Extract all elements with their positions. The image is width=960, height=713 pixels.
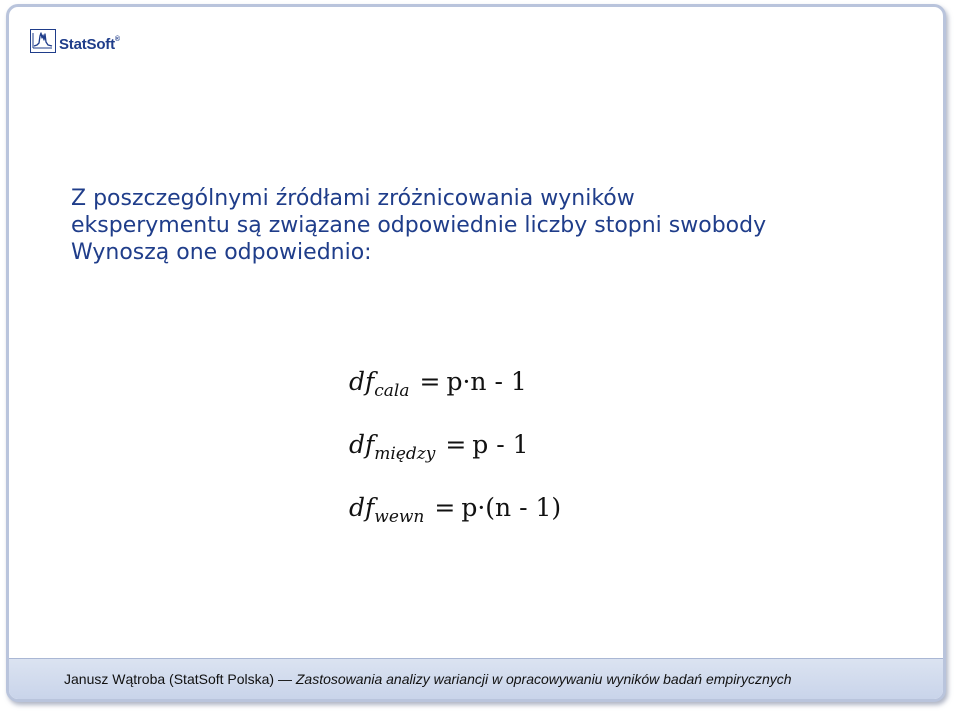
logo-wordmark: StatSoft® (59, 36, 120, 53)
formula-df-between: $df_{między} = p - 1$ (349, 430, 529, 464)
body-line: eksperymentu są związane odpowiednie liczby stopni swobody (71, 213, 767, 238)
formula-df-within: $df_{wewn} = p\cdot(n - 1)$ (349, 493, 562, 527)
footer-dash: — (277, 671, 292, 687)
footer-bar (9, 658, 943, 699)
body-line: Z poszczególnymi źródłami zróżnicowania wyników (71, 186, 635, 211)
formula-df-total: $df_{cala} = p\cdot n - 1$ (349, 367, 527, 401)
body-line: Wynoszą one odpowiednio: (71, 240, 372, 265)
footer-title: Zastosowania analizy wariancji w opracowywaniu wyników badań empirycznych (295, 671, 792, 687)
footer-author: Janusz Wątroba (StatSoft Polska) (64, 671, 275, 687)
footer-text (64, 671, 792, 687)
slide-frame (6, 4, 946, 702)
statsoft-logo (30, 28, 120, 53)
body-paragraph (71, 185, 931, 266)
waveform-chart-icon (30, 29, 56, 53)
